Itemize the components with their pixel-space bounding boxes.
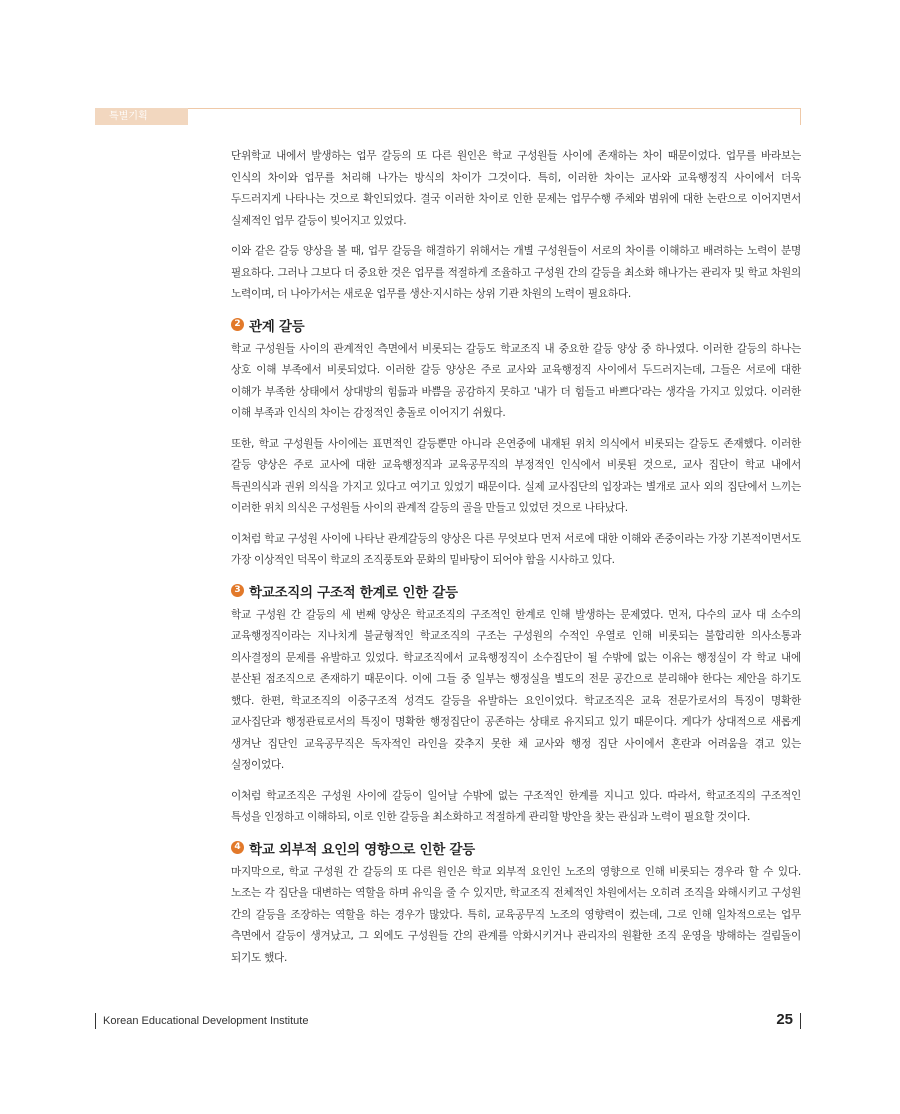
paragraph: 학교 구성원들 사이의 관계적인 측면에서 비롯되는 갈등도 학교조직 내 중요한 갈등 양상 중 하나였다. 이러한 갈등의 하나는 상호 이해 부족에서 비롯되었다. 이러한 갈등 양상은 주로 교사와 교육행정직 사이에서 두드러지는데, 그들은 서로에 대한 이해가 부족한 상태에서 상대방의 힘듦과 바쁨을 공감하지 못하고 '내가 더 힘들고 바쁘다'라는 생각을 가지고 있었다. 이러한 이해 부족과 인식의 차이는 감정적인 충돌로 이어지기 쉬웠다.: [231, 342, 801, 419]
section-tab-label: 특별기획: [109, 111, 148, 122]
paragraph: 이와 같은 갈등 양상을 볼 때, 업무 갈등을 해결하기 위해서는 개별 구성원들이 서로의 차이를 이해하고 배려하는 노력이 분명 필요하다. 그러나 그보다 더 중요한 것은 업무를 적절하게 조율하고 구성원 간의 갈등을 최소화 해나가는 관리자 및 학교 차원의 노력이며, 더 나아가서는 새로운 업무를 생산·지시하는 상위 기관 차원의 노력이 필요하다.: [231, 245, 801, 300]
header-rule: [188, 108, 800, 109]
section-heading-3: [231, 581, 801, 601]
paragraph: 이처럼 학교조직은 구성원 사이에 갈등이 일어날 수밖에 없는 구조적인 한계를 지니고 있다. 따라서, 학교조직의 구조적인 특성을 인정하고 이해하되, 이로 인한 갈등을 최소화하고 적절하게 관리할 방안을 찾는 관심과 노력이 필요할 것이다.: [231, 789, 801, 823]
footer-rule-left: [95, 1013, 96, 1029]
section-title: 학교 외부적 요인의 영향으로 인한 갈등: [249, 841, 475, 858]
header-rule-end: [800, 108, 801, 125]
section-heading-4: [231, 838, 801, 858]
number-badge: 3: [231, 584, 244, 597]
footer-rule-right: [800, 1013, 801, 1029]
paragraph: 또한, 학교 구성원들 사이에는 표면적인 갈등뿐만 아니라 은연중에 내재된 위치 의식에서 비롯되는 갈등도 존재했다. 이러한 갈등 양상은 주로 교사에 대한 교육행정직과 교육공무직의 부정적인 인식에서 비롯된 것으로, 교사 집단이 학교 내에서 특권의식과 권위 의식을 가지고 있다고 여기고 있었기 때문이다. 실제 교사집단의 입장과는 별개로 교사 외의 집단에서 느끼는 이러한 위치 의식은 구성원들 사이의 관계적 갈등의 골을 만들고 있었던 것으로 나타났다.: [231, 437, 801, 514]
paragraph: 이처럼 학교 구성원 사이에 나타난 관계갈등의 양상은 다른 무엇보다 먼저 서로에 대한 이해와 존중이라는 가장 기본적이면서도 가장 이상적인 덕목이 학교의 조직풍토와 문화의 밑바탕이 되어야 함을 시사하고 있다.: [231, 532, 801, 566]
section-tab: [95, 108, 188, 125]
section-title: 학교조직의 구조적 한계로 인한 갈등: [249, 584, 458, 601]
article-body: [231, 146, 801, 978]
section-title: 관계 갈등: [249, 318, 305, 335]
section-heading-2: [231, 315, 801, 335]
number-badge: 4: [231, 841, 244, 854]
page-number: 25: [776, 1011, 793, 1028]
paragraph: 단위학교 내에서 발생하는 업무 갈등의 또 다른 원인은 학교 구성원들 사이에 존재하는 차이 때문이었다. 업무를 바라보는 인식의 차이와 업무를 처리해 나가는 방식의 차이가 그것이다. 특히, 이러한 차이는 교사와 교육행정직 사이에서 더욱 두드러지게 나타나는 것으로 확인되었다. 결국 이러한 차이로 인한 문제는 업무수행 주체와 범위에 대한 논란으로 이어지면서 실제적인 업무 갈등이 빚어지고 있었다.: [231, 150, 801, 227]
paragraph: 마지막으로, 학교 구성원 간 갈등의 또 다른 원인은 학교 외부적 요인인 노조의 영향으로 인해 비롯되는 경우라 할 수 있다. 노조는 각 집단을 대변하는 역할을 하며 유익을 줄 수 있지만, 학교조직 전체적인 차원에서는 오히려 조직을 와해시키고 구성원 간의 갈등을 조장하는 역할을 하는 경우가 많았다. 특히, 교육공무직 노조의 영향력이 컸는데, 그로 인해 일차적으로는 업무 측면에서 갈등이 생겨났고, 그 외에도 구성원들 간의 관계를 악화시키거나 관리자의 원활한 조직 운영을 방해하는 걸림돌이 되기도 했다.: [231, 865, 801, 964]
footer-org-name: Korean Educational Development Institute: [103, 1015, 309, 1027]
number-badge: 2: [231, 318, 244, 331]
paragraph: 학교 구성원 간 갈등의 세 번째 양상은 학교조직의 구조적인 한계로 인해 발생하는 문제였다. 먼저, 다수의 교사 대 소수의 교육행정직이라는 지나치게 불균형적인 학교조직의 구조는 구성원의 수적인 우열로 인해 비롯되는 불합리한 의사소통과 의사결정의 문제를 유발하고 있었다. 학교조직에서 교육행정직이 소수집단이 될 수밖에 없는 이유는 행정실이 각 학교 내에 분산된 점조직으로 존재하기 때문이다. 이에 그들 중 일부는 행정실을 별도의 전문 공간으로 분리해야 한다는 제안을 하기도 했다. 한편, 학교조직의 이중구조적 성격도 갈등을 유발하는 요인이었다. 학교조직은 교육 전문가로서의 특징이 명확한 교사집단과 행정관료로서의 특징이 명확한 행정집단이 공존하는 상태로 유지되고 있기 때문이다. 게다가 상대적으로 새롭게 생겨난 집단인 교육공무직은 독자적인 라인을 갖추지 못한 채 교사와 행정 집단 사이에서 혼란과 어려움을 겪고 있는 실정이었다.: [231, 608, 801, 771]
